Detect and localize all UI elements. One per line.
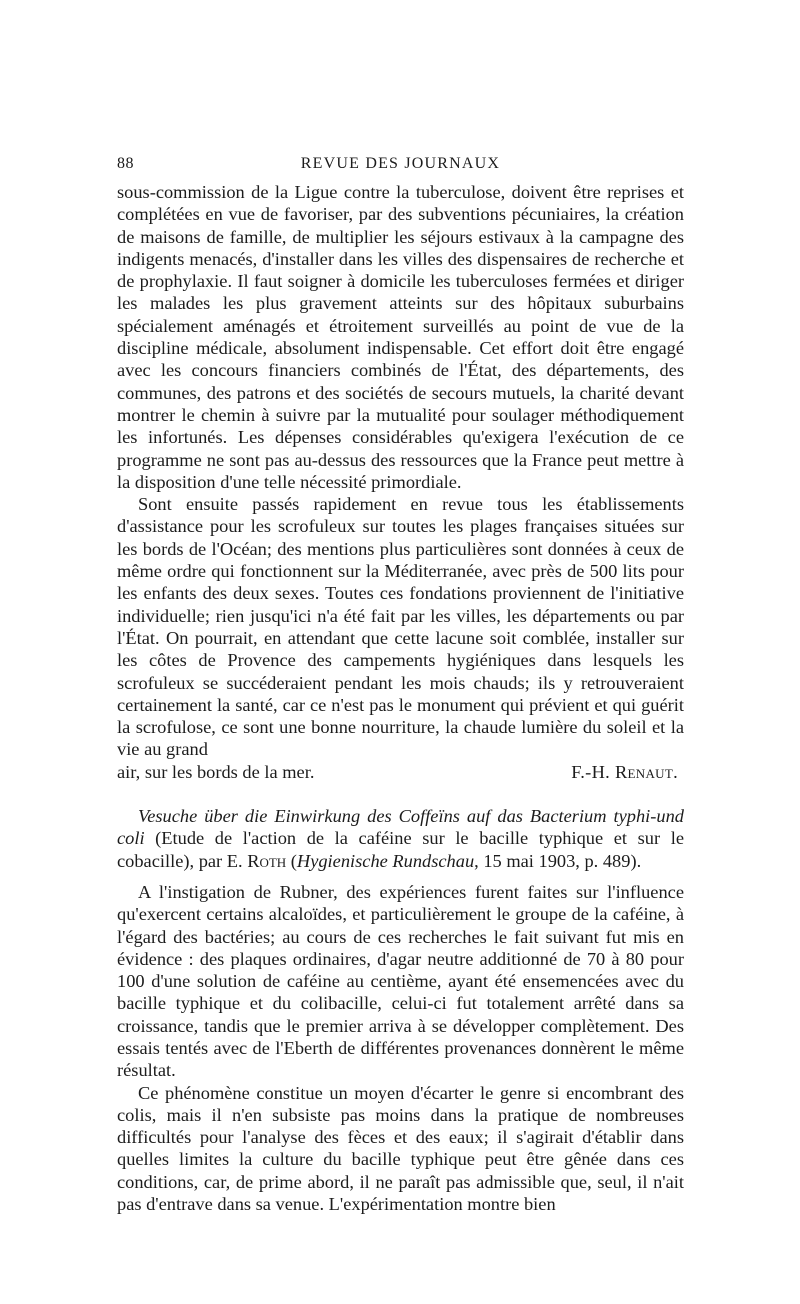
article-title-french: (Etude de l'action de la caféine sur le bacille typhique et sur le cobacille), par E. [117, 828, 684, 871]
running-title: REVUE DES JOURNAUX [300, 155, 501, 172]
paragraph-rubner: A l'instigation de Rubner, des expériences furent faites sur l'influence qu'exercent certains alcaloïdes, et particulièrement le groupe de la caféine, à l'égard des bactéries; au cours de ces recherches le fait suivant fut mis en évidence : des plaques ordinaires, d'agar neutre additionné de 70 à 80 pour 100 d'une solution de caféine au centième, ayant été ensemencées avec du bacille typhique et du colibacille, celui-ci fut totalement arrêté dans sa croissance, tandis que le premier arriva à se développer complètement. Des essais tentés avec de l'Eberth de différentes provenances donnèrent le même résultat. [117, 881, 684, 1081]
article-title-paren: ( [286, 850, 297, 871]
article-title-german: Vesuche über die Einwirkung des Coffeïns auf das Bacterium typhi-und coli [117, 806, 684, 849]
author-signature [571, 761, 684, 783]
signature-name: Renaut. [614, 761, 678, 782]
review-signature-line [117, 761, 684, 783]
paragraph-continuation: sous-commission de la Ligue contre la tuberculose, doivent être reprises et complétées en vue de favoriser, par des subventions pécuniaires, la création de maisons de famille, de multiplier les séjours estivaux à la campagne des indigents menacés, d'installer dans les villes des dispensaires de recherche et de prophylaxie. Il faut soigner à domicile les tuberculoses fermées et diriger les malades les plus gravement atteints sur des hôpitaux suburbains spécialement aménagés et étroitement surveillés au point de vue de la discipline médicale, absolument indispensable. Cet effort doit être engagé avec les concours financiers combinés de l'État, des départements, des communes, des patrons et des sociétés de secours mutuels, la charité devant montrer le chemin à suivre par la mutualité pour soulager méthodiquement les infortunés. Les dépenses considérables qu'exigera l'exécution de ce programme ne sont pas au-dessus des ressources que la France peut mettre à la disposition d'une telle nécessité primordiale. [117, 182, 684, 492]
running-head [117, 155, 684, 179]
article-author: Roth [247, 850, 287, 871]
page-number: 88 [117, 155, 134, 172]
paragraph-phenomenon: Ce phénomène constitue un moyen d'écarter le genre si encombrant des colis, mais il n'en subsiste pas moins dans la pratique de nombreuses difficultés pour l'analyse des fèces et des eaux; il s'agirait d'établir dans quelles limites la culture du bacille typhique peut être gênée dans ces conditions, car, de prime abord, il ne paraît pas admissible que, seul, il n'ait pas d'entrave dans sa venue. L'expérimentation montre bien [117, 1082, 684, 1215]
signature-initials: F.-H. [571, 761, 611, 782]
article-journal: Hygienische Rundschau [296, 850, 475, 871]
paragraph-scrofula: Sont ensuite passés rapidement en revue tous les établissements d'assistance pour les scrofuleux sur toutes les plages françaises situées sur les bords de l'Océan; des mentions plus particulières sont données à ceux de même ordre qui fonctionnent sur la Méditerranée, avec près de 500 lits pour les enfants des deux sexes. Toutes ces fondations proviennent de l'initiative individuelle; rien jusqu'ici n'a été fait par les villes, les départements ou par l'État. On pourrait, en attendant que cette lacune soit comblée, installer sur les côtes de Provence des campements hygiéniques dans lesquels les scrofuleux se succéderaient pendant les mois chauds; ils y retrouveraient certainement la santé, car ce n'est pas le monument qui prévient et qui guérit la scrofulose, ce sont une bonne nourriture, la chaude lumière du soleil et la vie au grand [117, 494, 684, 760]
article-citation: , 15 mai 1903, p. 489). [474, 850, 642, 871]
article-title [117, 805, 684, 872]
last-line-text: air, sur les bords de la mer. [117, 761, 315, 782]
body-text [117, 181, 684, 1215]
